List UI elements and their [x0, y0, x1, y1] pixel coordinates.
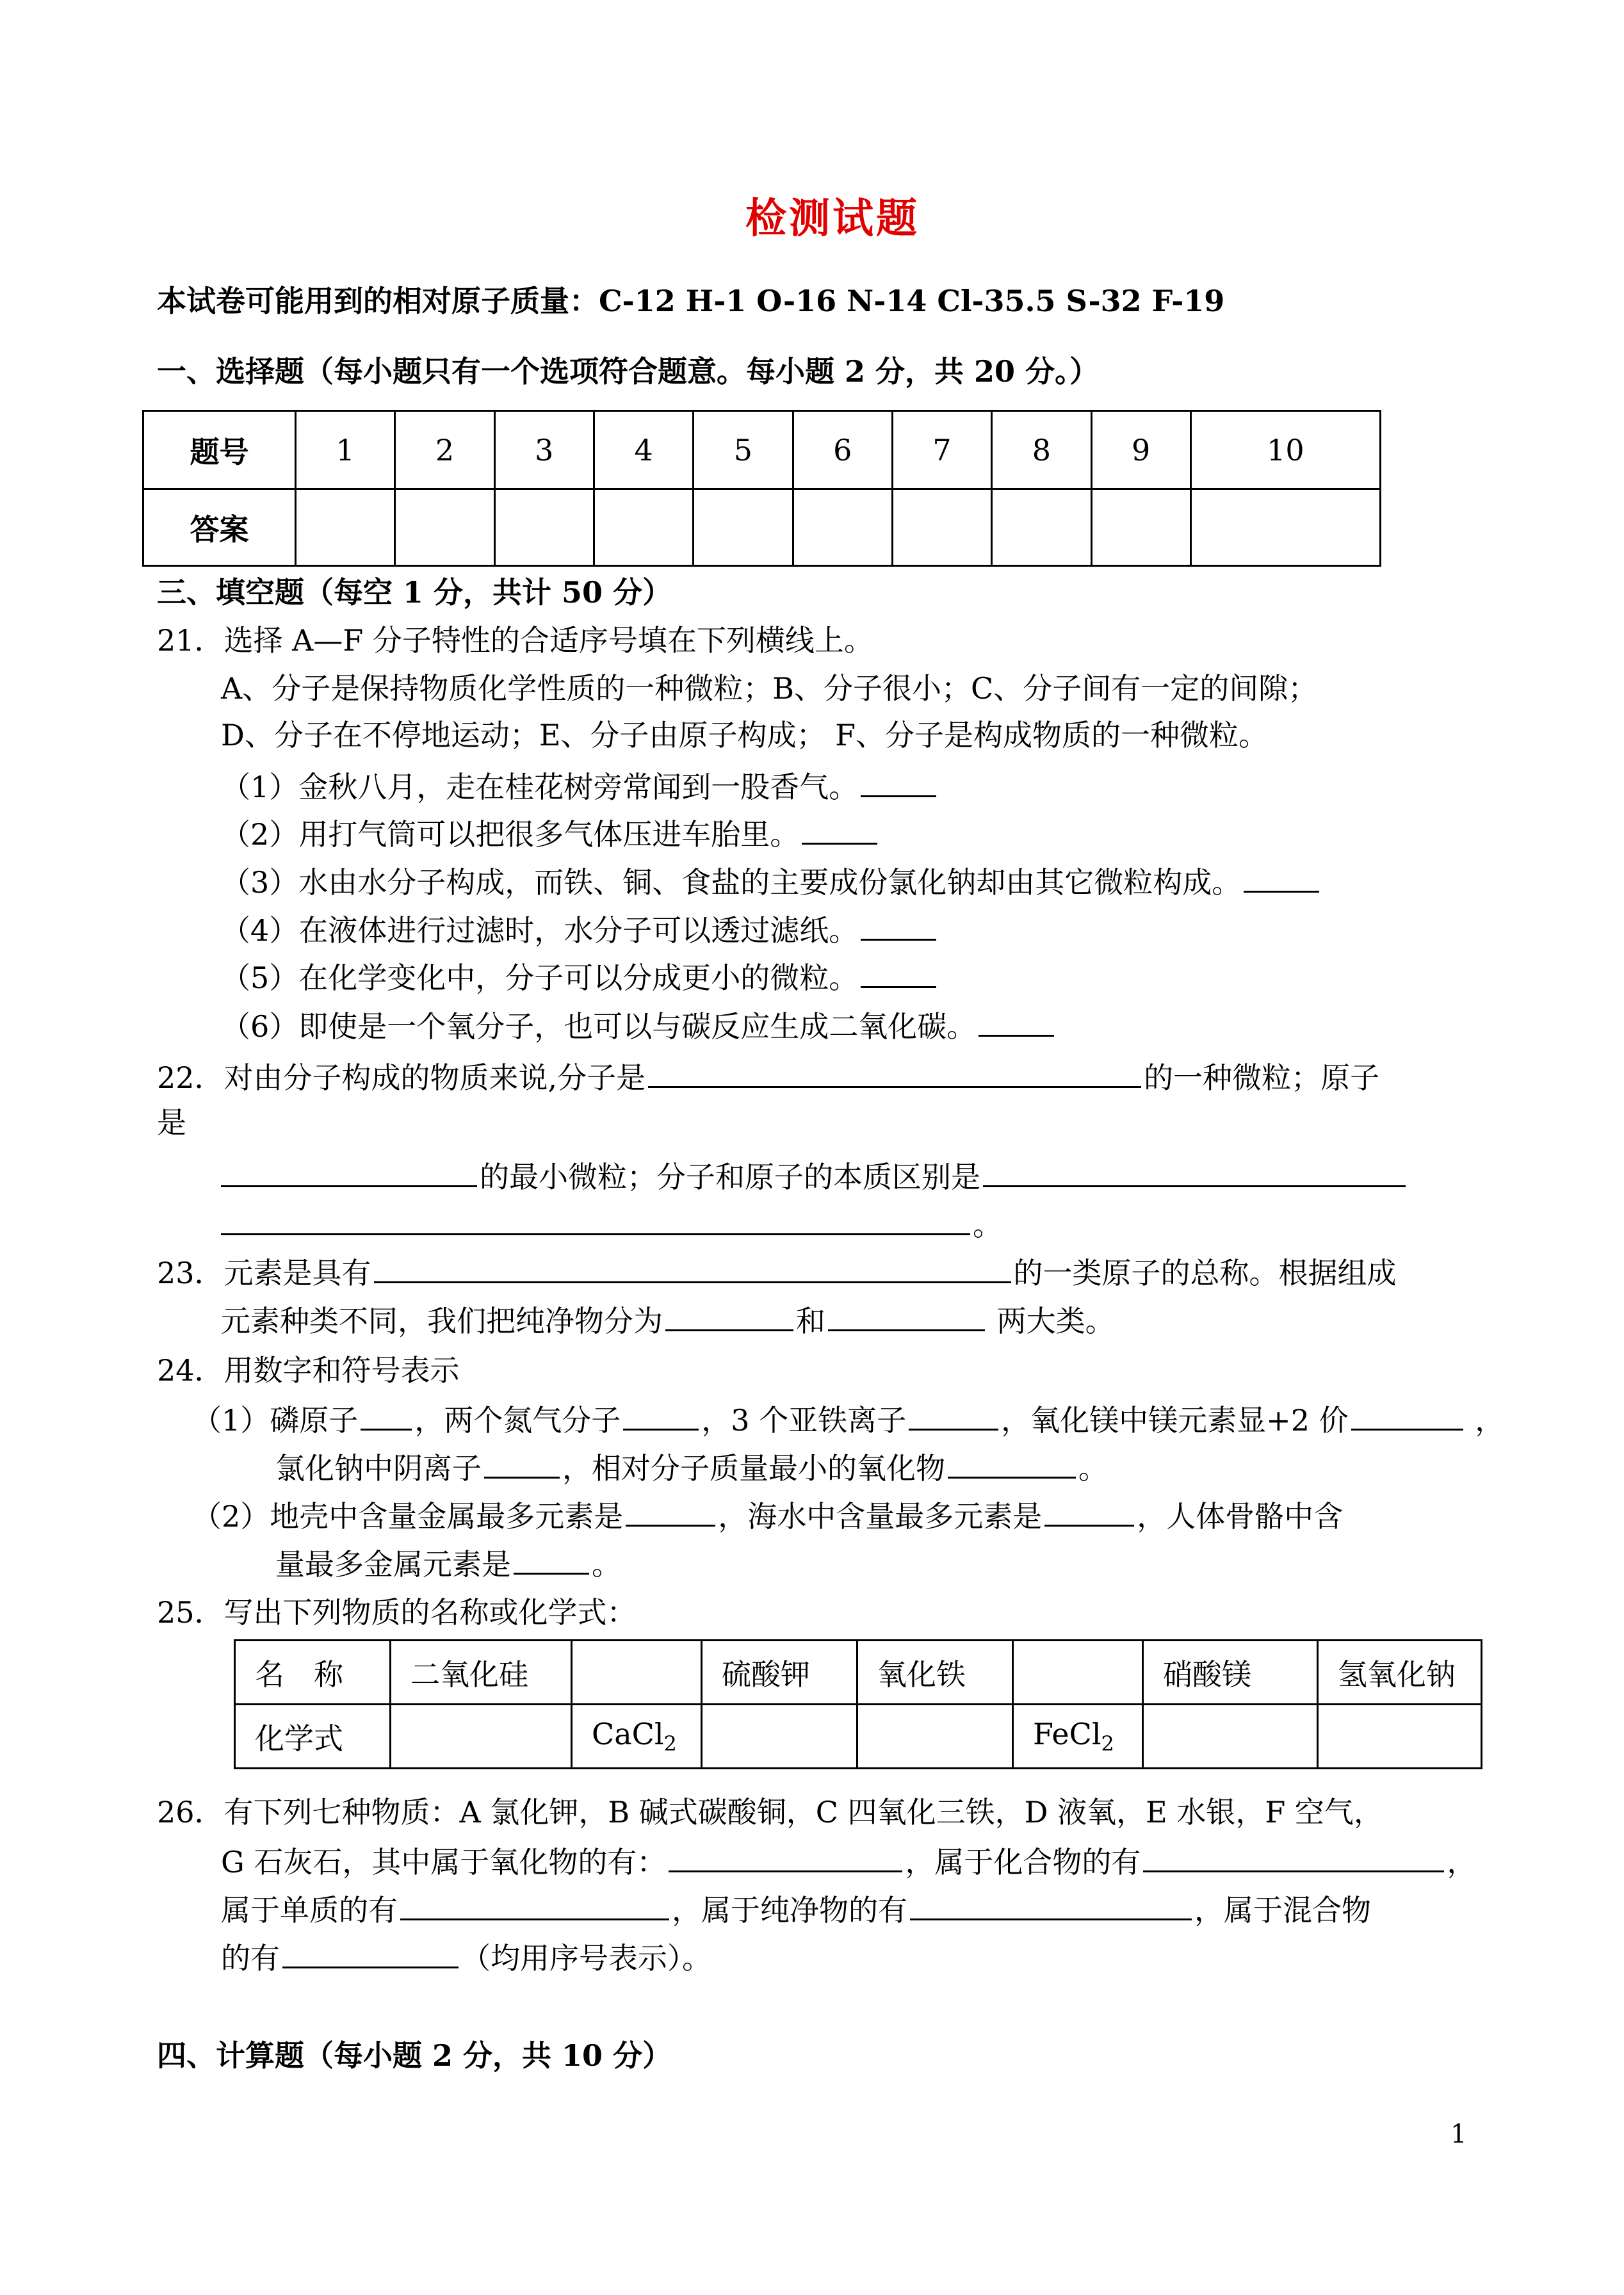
q25-stem: 25．写出下列物质的名称或化学式：	[157, 1595, 637, 1630]
q26-text: ，属于化合物的有	[905, 1845, 1141, 1879]
q21-options-1: A、分子是保持物质化学性质的一种微粒；B、分子很小；C、分子间有一定的间隙；	[221, 671, 1318, 706]
q24-text: 。	[1078, 1451, 1108, 1486]
q22-line-3	[221, 1156, 1408, 1196]
answer-blank[interactable]	[626, 1495, 715, 1527]
q24-text: （2）地壳中含量金属最多元素是	[192, 1499, 624, 1534]
compound-name-blank[interactable]	[1013, 1641, 1143, 1705]
q23-text: 和	[796, 1304, 825, 1338]
q23-line-2	[221, 1300, 1115, 1340]
q24-text: ，	[1475, 1403, 1505, 1438]
formula-cell: CaCl$_2$	[572, 1705, 702, 1769]
q23-line-1	[157, 1252, 1397, 1292]
answer-cell[interactable]	[494, 489, 594, 566]
question-number: 9	[1091, 411, 1190, 489]
q24-part2-line1	[192, 1495, 1343, 1536]
answer-blank[interactable]	[484, 1447, 560, 1479]
answer-blank[interactable]	[861, 957, 936, 988]
q22-text: 。	[973, 1208, 1002, 1242]
answer-blank[interactable]	[910, 1889, 1192, 1920]
q21-item-2	[221, 813, 880, 854]
answer-cell[interactable]	[594, 489, 693, 566]
row-label-name: 名 称	[235, 1641, 391, 1705]
q26-text: 的有	[221, 1941, 280, 1975]
question-number: 5	[694, 411, 793, 489]
q22-text: 的最小微粒；分子和原子的本质区别是	[480, 1160, 980, 1194]
formula-blank[interactable]	[1318, 1705, 1482, 1769]
answer-cell[interactable]	[1190, 489, 1380, 566]
answer-blank[interactable]	[861, 766, 936, 797]
answer-cell[interactable]	[992, 489, 1091, 566]
q24-text: ，氧化镁中镁元素显+2 价	[1001, 1403, 1349, 1438]
q26-text: ，属于混合物	[1194, 1893, 1371, 1927]
answer-blank[interactable]	[983, 1156, 1406, 1187]
q24-text: 氯化钠中阴离子	[275, 1451, 482, 1486]
answer-cell[interactable]	[296, 489, 395, 566]
answer-table	[142, 410, 1381, 567]
q23-text: 元素种类不同，我们把纯净物分为	[221, 1304, 663, 1338]
question-number: 8	[992, 411, 1091, 489]
q26-line-3	[221, 1889, 1371, 1929]
answer-blank[interactable]	[1351, 1399, 1463, 1431]
compound-name: 二氧化硅	[391, 1641, 572, 1705]
q23-text: 两大类。	[996, 1304, 1115, 1338]
q24-text: 。	[592, 1547, 621, 1582]
section3-heading: 三、填空题（每空 1 分，共计 50 分）	[157, 575, 672, 610]
q22-text: 22．对由分子构成的物质来说,分子是	[157, 1060, 646, 1095]
formula-table	[234, 1639, 1482, 1769]
q26-text: ，属于纯净物的有	[672, 1893, 907, 1927]
answer-blank[interactable]	[221, 1156, 477, 1187]
q21-item-text: （4）在液体进行过滤时，水分子可以透过滤纸。	[221, 913, 859, 948]
q26-text: ，	[1447, 1845, 1477, 1879]
q24-stem: 24．用数字和符号表示	[157, 1353, 460, 1388]
formula-blank[interactable]	[1143, 1705, 1318, 1769]
question-number: 1	[296, 411, 395, 489]
q24-part2-line2	[275, 1543, 621, 1584]
answer-blank[interactable]	[978, 1005, 1054, 1037]
section1-heading: 一、选择题（每小题只有一个选项符合题意。每小题 2 分，共 20 分。）	[157, 354, 1100, 389]
question-number: 6	[793, 411, 892, 489]
q21-item-3	[221, 861, 1322, 902]
q24-text: 量最多金属元素是	[275, 1547, 511, 1582]
q21-item-text: （3）水由水分子构成，而铁、铜、食盐的主要成份氯化钠却由其它微粒构成。	[221, 865, 1242, 900]
q26-line-2	[221, 1841, 1476, 1881]
page-title: 检测试题	[745, 195, 920, 243]
answer-blank[interactable]	[514, 1543, 589, 1575]
q26-text: （均用序号表示）。	[461, 1941, 711, 1975]
compound-name: 氧化铁	[857, 1641, 1013, 1705]
question-number: 3	[494, 411, 594, 489]
q26-text: G 石灰石，其中属于氧化物的有：	[221, 1845, 667, 1879]
q23-text: 23．元素是具有	[157, 1256, 371, 1290]
formula-blank[interactable]	[391, 1705, 572, 1769]
q21-stem: 21．选择 A—F 分子特性的合适序号填在下列横线上。	[157, 623, 873, 658]
q22-line-1	[157, 1057, 1379, 1097]
q21-item-1	[221, 766, 939, 806]
answer-cell[interactable]	[395, 489, 494, 566]
answer-blank[interactable]	[669, 1841, 902, 1872]
q22-line-4	[221, 1204, 1002, 1244]
q24-text: （1）磷原子	[192, 1403, 359, 1438]
answer-blank[interactable]	[361, 1399, 412, 1431]
q24-text: ，3 个亚铁离子	[701, 1403, 907, 1438]
q21-item-text: （6）即使是一个氧分子，也可以与碳反应生成二氧化碳。	[221, 1009, 977, 1044]
answer-blank[interactable]	[400, 1889, 669, 1920]
answer-blank[interactable]	[623, 1399, 699, 1431]
q26-text: 属于单质的有	[221, 1893, 398, 1927]
answer-blank[interactable]	[1143, 1841, 1444, 1872]
answer-blank[interactable]	[948, 1447, 1076, 1479]
answer-blank[interactable]	[909, 1399, 998, 1431]
answer-blank[interactable]	[648, 1057, 1141, 1088]
q24-part1-line2	[275, 1447, 1108, 1488]
compound-name: 硝酸镁	[1143, 1641, 1318, 1705]
answer-blank[interactable]	[828, 1300, 985, 1331]
q22-text: 的一种微粒；原子	[1144, 1060, 1380, 1095]
row-label-formula: 化学式	[235, 1705, 391, 1769]
q21-item-5	[221, 957, 939, 997]
q23-text: 的一类原子的总称。根据组成	[1013, 1256, 1397, 1290]
answer-blank[interactable]	[861, 909, 936, 941]
answer-cell[interactable]	[694, 489, 793, 566]
atomic-masses: 本试卷可能用到的相对原子质量：C-12 H-1 O-16 N-14 Cl-35.5 S-32 F-19	[157, 284, 1225, 318]
formula-cell: FeCl$_2$	[1013, 1705, 1143, 1769]
answer-cell[interactable]	[1091, 489, 1190, 566]
formula-blank[interactable]	[857, 1705, 1013, 1769]
answer-blank[interactable]	[1244, 861, 1319, 893]
formula-blank[interactable]	[702, 1705, 857, 1769]
compound-name: 硫酸钾	[702, 1641, 857, 1705]
answer-blank[interactable]	[665, 1300, 793, 1331]
section4-heading: 四、计算题（每小题 2 分，共 10 分）	[157, 2038, 672, 2073]
q24-part1-line1	[192, 1399, 1504, 1439]
question-number: 4	[594, 411, 693, 489]
row-header-number: 题号	[143, 411, 296, 489]
answer-blank[interactable]	[282, 1937, 459, 1968]
question-number: 7	[892, 411, 991, 489]
answer-blank[interactable]	[374, 1252, 1011, 1283]
q26-line-1: 26．有下列七种物质：A 氯化钾，B 碱式碳酸铜，C 四氧化三铁，D 液氧，E 水银，F 空气，	[157, 1795, 1383, 1829]
question-number: 10	[1190, 411, 1380, 489]
answer-blank[interactable]	[221, 1204, 970, 1235]
q24-text: ，人体骨骼中含	[1137, 1499, 1344, 1534]
answer-cell[interactable]	[892, 489, 991, 566]
page-number: 1	[1450, 2120, 1467, 2149]
answer-cell[interactable]	[793, 489, 892, 566]
compound-name: 氢氧化钠	[1318, 1641, 1482, 1705]
q21-options-2: D、分子在不停地运动；E、分子由原子构成； F、分子是构成物质的一种微粒。	[221, 718, 1268, 752]
q21-item-text: （5）在化学变化中，分子可以分成更小的微粒。	[221, 961, 859, 995]
row-header-answer: 答案	[143, 489, 296, 566]
q24-text: ，两个氮气分子	[414, 1403, 621, 1438]
answer-blank[interactable]	[802, 813, 877, 845]
compound-name-blank[interactable]	[572, 1641, 702, 1705]
q26-line-4	[221, 1937, 711, 1977]
q24-text: ，相对分子质量最小的氧化物	[562, 1451, 945, 1486]
q21-item-text: （2）用打气筒可以把很多气体压进车胎里。	[221, 817, 800, 852]
q21-item-text: （1）金秋八月，走在桂花树旁常闻到一股香气。	[221, 770, 859, 804]
q22-line-2: 是	[157, 1105, 186, 1140]
q21-item-6	[221, 1005, 1057, 1046]
question-number: 2	[395, 411, 494, 489]
answer-blank[interactable]	[1044, 1495, 1134, 1527]
q21-item-4	[221, 909, 939, 950]
q24-text: ，海水中含量最多元素是	[718, 1499, 1043, 1534]
